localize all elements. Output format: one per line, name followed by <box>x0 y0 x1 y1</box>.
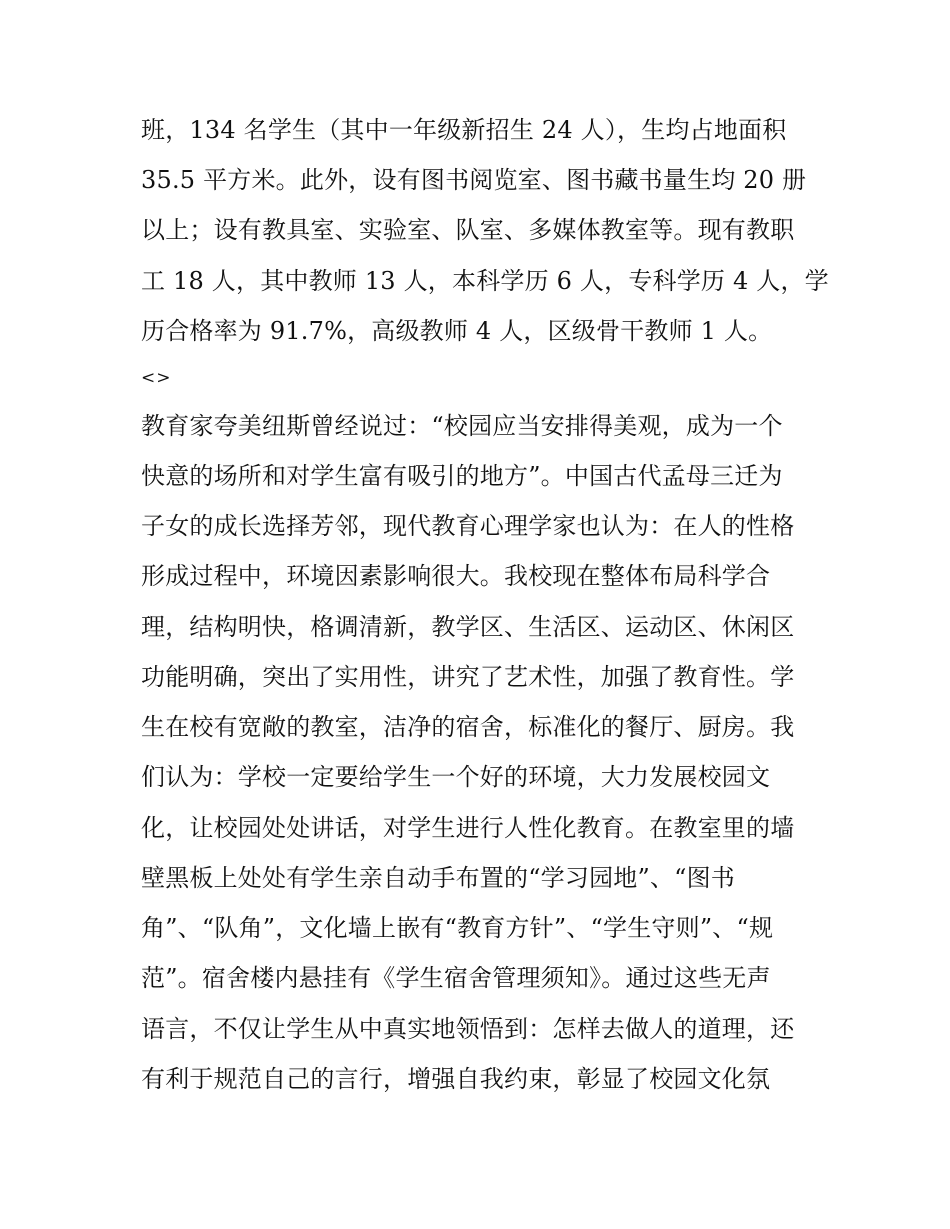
text-line: 历合格率为 91.7%，高级教师 4 人，区级骨干教师 1 人。 <box>141 317 773 345</box>
text-line: 范”。宿舍楼内悬挂有《学生宿舍管理须知》。通过这些无声 <box>141 964 771 992</box>
text-line: 快意的场所和对学生富有吸引的地方”。中国古代孟母三迁为 <box>141 462 783 490</box>
text-line: 班，134 名学生（其中一年级新招生 24 人），生均占地面积 <box>141 116 787 144</box>
text-line: 理，结构明快，格调清新，教学区、生活区、运动区、休闲区 <box>141 613 795 641</box>
text-line: 形成过程中，环境因素影响很大。我校现在整体布局科学合 <box>141 562 771 590</box>
text-line: 子女的成长选择芳邻，现代教育心理学家也认为：在人的性格 <box>141 512 795 540</box>
text-line: 壁黑板上处处有学生亲自动手布置的“学习园地”、“图书 <box>141 864 736 892</box>
text-line: 工 18 人，其中教师 13 人，本科学历 6 人，专科学历 4 人，学 <box>141 267 829 295</box>
text-line: 有利于规范自己的言行，增强自我约束，彰显了校园文化氛 <box>141 1065 771 1093</box>
text-line: 35.5 平方米。此外，设有图书阅览室、图书藏书量生均 20 册 <box>141 166 807 194</box>
text-line: 以上；设有教具室、实验室、队室、多媒体教室等。现有教职 <box>141 216 795 244</box>
text-line: 教育家夸美纽斯曾经说过：“校园应当安排得美观，成为一个 <box>141 412 783 440</box>
section-marker: <> <box>141 368 172 388</box>
text-line: 化，让校园处处讲话，对学生进行人性化教育。在教室里的墙 <box>141 814 795 842</box>
text-line: 语言，不仅让学生从中真实地领悟到：怎样去做人的道理，还 <box>141 1015 795 1043</box>
text-line: 们认为：学校一定要给学生一个好的环境，大力发展校园文 <box>141 763 771 791</box>
text-line: 功能明确，突出了实用性，讲究了艺术性，加强了教育性。学 <box>141 663 795 691</box>
text-line: 生在校有宽敞的教室，洁净的宿舍，标准化的餐厅、厨房。我 <box>141 713 795 741</box>
text-line: 角”、“队角”，文化墙上嵌有“教育方针”、“学生守则”、“规 <box>141 914 774 942</box>
